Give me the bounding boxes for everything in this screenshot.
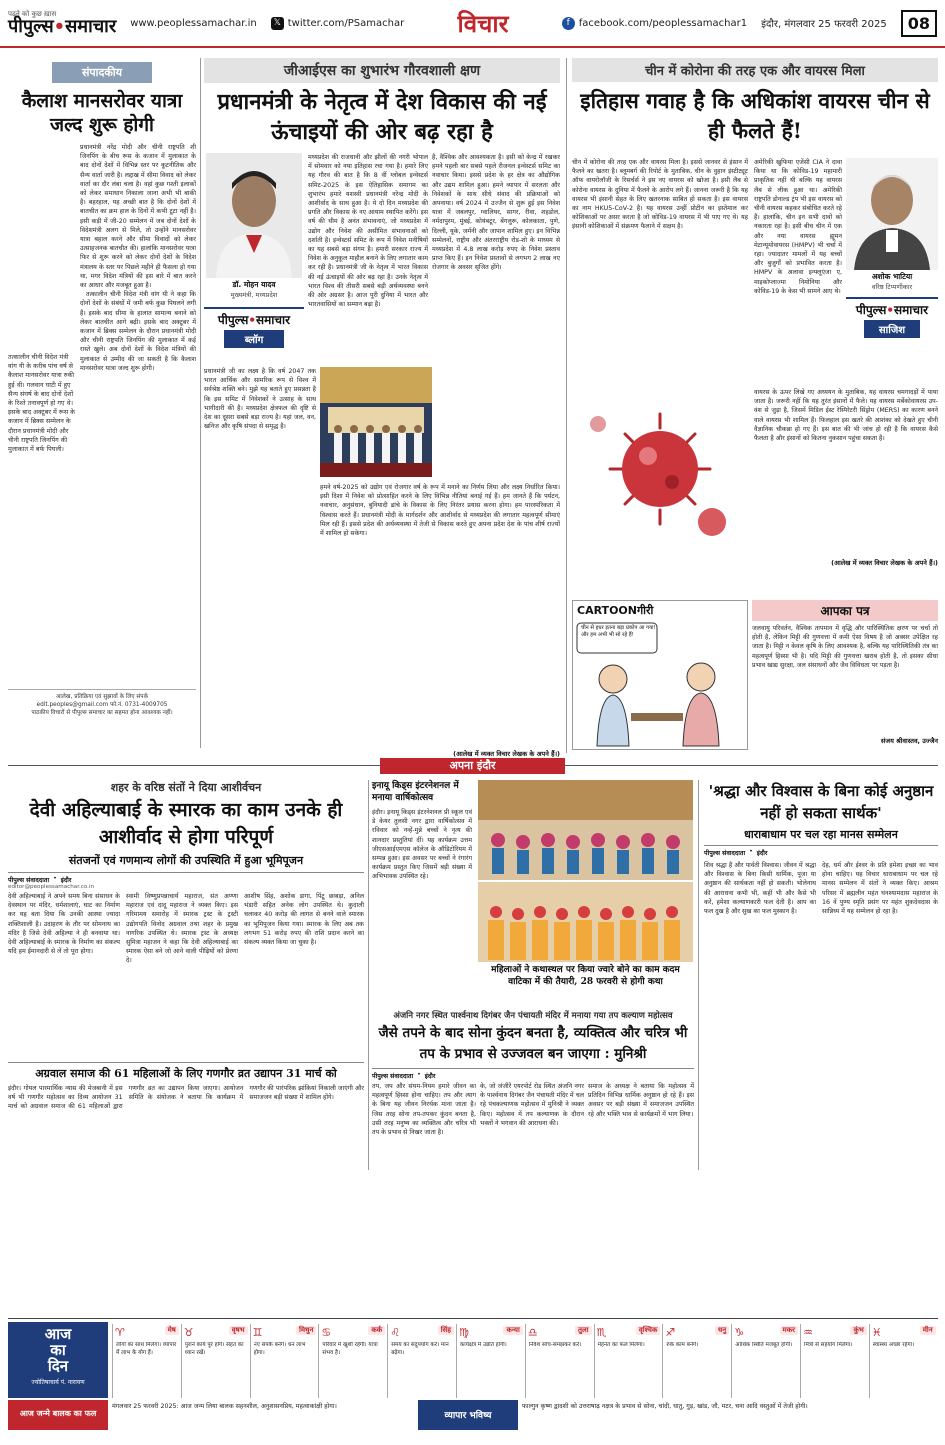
column-divider bbox=[566, 58, 567, 753]
virus-author-role: वरिष्ठ टिप्पणीकार bbox=[871, 283, 913, 291]
zodiac-name: मिथुन bbox=[296, 1326, 316, 1335]
ahilya-body-col1: देवी अहिल्याबाई ने अपने समय बिना संसाधन के देवस्थान पर मंदिर, धर्मशालाएं, घाट का निर्माण कर यह बता दिया कि उनकी आस्था ज्यादा शक्तिशाली है। उदाहरण के तौर पर सोमनाथ का मंदिर है जिसे देवी अहिल्या ने ही बनवाया था। देवी अहिल्याबाई के स्मारक के निर्माण का संकल्प यदि हम ईमानदारी से लें तो पूरा होगा। bbox=[8, 893, 120, 956]
twitter-handle: twitter.com/PSamachar bbox=[287, 17, 405, 29]
zodiac-name: तुला bbox=[575, 1326, 592, 1335]
zodiac-tile bbox=[456, 1324, 525, 1398]
x-twitter-icon: 𝕏 bbox=[271, 17, 284, 30]
newspaper-logo: पढ़ने को कुछ ख़ास पीपुल्स•समाचार bbox=[8, 9, 117, 37]
ahilya-subhead: संतजनों एवं गणमान्य लोगों की उपस्थिति में हुआ भूमिपूजन bbox=[68, 854, 304, 867]
zodiac-symbol-icon: ♉ bbox=[183, 1326, 194, 1339]
horoscope-title-3: दिन bbox=[47, 1357, 69, 1375]
gangaur-body: इंदौर। गोयल पारमार्थिक न्यास की मेजबानी में इस वर्ष भी गणगौर महोत्सव का दिव्य आयोजन 31 मार्च को अग्रवाल समाज की 61 महिलाओं द्वारा गणगौर व्रत का उद्यापन किया जाएगा। आयोजन समिति के संयोजक ने बताया कि कार्यक्रम में गणगौर की पारंपरिक झांकियां निकाली जाएंगी और समाजजन बड़ी संख्या में शामिल होंगे। bbox=[8, 1085, 364, 1111]
zodiac-tile bbox=[869, 1324, 938, 1398]
horoscope-title bbox=[8, 1326, 108, 1374]
sazish-logo-a: पीपुल्स bbox=[855, 303, 887, 317]
ahilya-byline: पीपुल्स संवाददाता • इंदौर bbox=[8, 872, 364, 884]
zodiac-text: स्वास्थ्य अच्छा रहेगा। bbox=[872, 1342, 915, 1348]
contact-email[interactable]: edit.peoples@gmail.com फो.नं. 0731-4009705 bbox=[36, 702, 168, 708]
website-link[interactable]: www.peoplessamachar.in bbox=[130, 17, 257, 29]
editorial-tag: संपादकीय bbox=[52, 62, 152, 83]
virus-signoff: (आलेख में व्यक्त विचार लेखक के अपने हैं।) bbox=[831, 559, 938, 567]
zodiac-text: पुराने कार्य पूरे होंगे। सेहत का ध्यान रखें। bbox=[184, 1342, 244, 1356]
horoscope-rule bbox=[8, 1318, 938, 1319]
editorial-paragraph: प्रधानमंत्री नरेंद्र मोदी और चीनी राष्ट्रपति शी जिनपिंग के बीच रूस के कजान में मुलाकात के बाद दोनों देशों में विभिन्न स्तर पर कूटनीतिक और सैन्य वार्ता जारी है। लद्दाख में सीमा विवाद को लेकर वार्ता का दौर लंबा चला है। वहां कुछ गश्ती इलाकों को लेकर समाधान निकाला जाना अभी भी बाकी है। बहरहाल, यह अच्छी बात है कि दोनों देशों में बातचीत का क्रम हाल के दिनों में कभी टूटा नहीं है। इसी कड़ी में जी-20 सम्मेलन में जब दोनों देशों के विदेशमंत्री अलग से मिले, तो उन्होंने मानसरोवर यात्रा बहाल करने और सीमा विवादों को लेकर उत्साहजनक बातचीत की। हालांकि मानसरोवर यात्रा फिर से शुरू करने को लेकर दोनों देशों के विदेश मंत्रालय के स्तर पर पिछले महीने ही फैसला हो गया था, मगर विदेश मंत्रियों की इस बारे में बात करने का आधार और मजबूत हुआ है। bbox=[80, 144, 196, 290]
zodiac-tile bbox=[662, 1324, 731, 1398]
manas-body-col2: देह, धर्म और ईश्वर के प्रति हमेशा इच्छा का भाव होना चाहिए। यह विचार धाराबाधाम पर चल रहे मानस सम्मेलन में संतों ने व्यक्त किए। आश्रम परिसर में ब्रह्मलीन महंत घनश्यामदास महाराज के 16 वें पुण्य स्मृति प्रसंग पर महंत शुकदेवदास के सान्निध्य में यह सम्मेलन हो रहा है। bbox=[822, 862, 938, 916]
facebook-handle: facebook.com/peoplessamachar1 bbox=[578, 17, 748, 29]
section-title: विचार bbox=[457, 8, 509, 38]
editorial-paragraph: तत्कालीन चीनी विदेश मंत्री वांग यी ने कहा कि दोनों देशों के संबंधों में जमी बर्फ कुछ पिघलने लगी है। इसके बाद सीमा के हालात सामान्य बनाने को लेकर बातचीत आगे बढ़ी। इसके बाद अक्टूबर में कजान में ब्रिक्स सम्मेलन के दौरान प्रधानमंत्री मोदी और चीनी राष्ट्रपति जिनपिंग की मुलाकात में कई रास्ते खुले। अब दोनों देशों के विदेश मंत्रियों की मुलाकात से उम्मीद की जा सकती है कि कैलाश मानसरोवर यात्रा जल्द शुरू होगी। bbox=[80, 291, 196, 372]
ahilya-email[interactable]: editor@peoplessamachar.co.in bbox=[8, 884, 95, 890]
cm-kicker: जीआईएस का शुभारंभ गौरवशाली क्षण bbox=[204, 58, 560, 83]
zodiac-tile bbox=[525, 1324, 594, 1398]
muni-byline: पीपुल्स संवाददाता • इंदौर bbox=[372, 1068, 694, 1080]
letters-body: जलवायु परिवर्तन, वैश्विक तापमान में वृद्धि और पारिस्थितिक क्षरण पर चर्चा तो होती है, लेकिन मिट्टी की गुणवत्ता में कमी ऐसा विषय है जो अक्सर उपेक्षित रह जाता है। मिट्टी न केवल कृषि के लिए आवश्यक है, बल्कि यह पारिस्थितिकी तंत्र का महत्वपूर्ण हिस्सा भी है। यदि मिट्टी की गुणवत्ता खराब होती है, तो इसका सीधा प्रभाव खाद्य सुरक्षा, जल संसाधनों और जैव विविधता पर पड़ता है। bbox=[752, 625, 938, 669]
byline-city: इंदौर bbox=[60, 877, 72, 884]
zodiac-text: परिवार में खुशी रहेगी। यात्रा संभव है। bbox=[322, 1342, 378, 1356]
business-title: व्यापार भविष्य bbox=[418, 1400, 518, 1430]
cm-headline: प्रधानमंत्री के नेतृत्व में देश विकास की नई ऊंचाइयों की ओर बढ़ रहा है bbox=[217, 89, 547, 145]
brand-name-a: पीपुल्स bbox=[8, 15, 54, 37]
zodiac-text: नए संपर्क बनेंगे। धन लाभ होगा। bbox=[253, 1342, 306, 1356]
ahilya-body-col3: आशीष सिंह, अशोक डागा, पिंटू छाबड़ा, अनिल भंडारी सहित अनेक लोग उपस्थित थे। कुदाली चलाकर 40 करोड़ की लागत से बनने वाले स्मारक का भूमिपूजन किया गया। स्मारक के लिए अब तक लगभग 51 करोड़ रुपए की राशि प्रदान करने का संकल्प व्यक्त किया जा चुका है। bbox=[244, 893, 364, 947]
ahilya-headline: देवी अहिल्याबाई के स्मारक का काम उनके ही आशीर्वाद से होगा परिपूर्ण bbox=[29, 799, 343, 848]
zodiac-text: मित्रों से सहयोग मिलेगा। bbox=[804, 1342, 853, 1348]
cartoon-box bbox=[572, 600, 748, 750]
zodiac-name: मेष bbox=[165, 1326, 179, 1335]
virus-article bbox=[572, 58, 938, 598]
zodiac-symbol-icon: ♍ bbox=[459, 1326, 469, 1339]
disclaimer: पाठकीय विचारों से पीपुल्स समाचार का सहमत होना आवश्यक नहीं। bbox=[31, 710, 173, 716]
editorial-headline: कैलाश मानसरोवर यात्रा जल्द शुरू होगी bbox=[21, 90, 183, 136]
virus-kicker: चीन में कोरोना की तरह एक और वायरस मिला bbox=[572, 58, 938, 82]
zodiac-name: मकर bbox=[780, 1326, 798, 1335]
zodiac-name: सिंह bbox=[438, 1326, 454, 1335]
zodiac-symbol-icon: ♊ bbox=[252, 1326, 263, 1339]
zodiac-symbol-icon: ♒ bbox=[803, 1326, 813, 1339]
muni-kicker: अंजनि नगर स्थित पार्श्वनाथ दिगंबर जैन पंचायती मंदिर में मनाया गया तप कल्याण महोत्सव bbox=[393, 1011, 673, 1021]
virus-body-col3: अमेरिकी खुफिया एजेंसी CIA ने दावा किया था कि कोविड-19 महामारी प्राकृतिक नहीं थी बल्कि यह वायरस लैब से लीक हुआ था। अमेरिकी राष्ट्रपति डोनाल्ड ट्रंप भी इस वायरस को चीनी वायरस कहकर संबोधित करते रहे हैं। हालांकि, चीन इन सभी दावों को नकारता रहा है। इसी बीच चीन में एक और नया वायरस ह्यूमन मेटान्यूमोवायरस (HMPV) भी चर्चा में रहा। ज्यादातर मामलों में यह बच्चों और बुजुर्गों को प्रभावित करता है। HMPV के अलावा इन्फ्लूएंजा ए, माइकोप्लाज्मा निमोनिया और कोविड-19 के केस भी सामने आए थे। bbox=[754, 159, 842, 295]
kids-body: इंदौर। इनायू किड्स इंटरनेशनल प्री स्कूल एवं डे केयर तुलसी नगर द्वारा वार्षिकोत्सव में रविवार को नन्हें-मुन्ने बच्चों ने नृत्य की शानदार प्रस्तुतियां दीं। यह कार्यक्रम उत्तम जीएसआईएमएस कॉलेज के ऑडिटोरियम में सम्पन्न हुआ। इस अवसर पर बच्चों ने रंगारंग कार्यक्रम प्रस्तुत किए जिसमें बड़ी संख्या में अभिभावक उपस्थित रहे। bbox=[372, 809, 472, 881]
zodiac-tile bbox=[181, 1324, 250, 1398]
zodiac-symbol-icon: ♋ bbox=[321, 1326, 332, 1339]
sazish-logo-b: समाचार bbox=[894, 303, 929, 317]
cm-author-photo bbox=[206, 153, 302, 278]
manas-headline: 'श्रद्धा और विश्वास के बिना कोई अनुष्ठान नहीं हो सकता सार्थक' bbox=[708, 782, 934, 822]
manas-byline: पीपुल्स संवाददाता • इंदौर bbox=[704, 845, 938, 857]
zodiac-tile bbox=[731, 1324, 800, 1398]
byline-name: पीपुल्स संवाददाता bbox=[704, 850, 746, 857]
column-divider bbox=[698, 780, 699, 1170]
business-text: फाल्गुन कृष्ण द्वादशी को उत्तराषाढ़ नक्षत्र के प्रभाव से सोना, चांदी, धातु, गुड़, खांड, जौ, मटर, चना आदि वस्तुओं में तेजी होगी। bbox=[522, 1403, 808, 1410]
zodiac-symbol-icon: ♏ bbox=[596, 1326, 607, 1339]
zodiac-tile bbox=[250, 1324, 319, 1398]
virus-right-block bbox=[754, 158, 938, 384]
cm-article bbox=[204, 58, 560, 758]
apna-indore-band: अपना इंदौर bbox=[380, 758, 565, 774]
byline-city: इंदौर bbox=[756, 850, 768, 857]
column-divider bbox=[368, 780, 369, 1170]
byline-city: इंदौर bbox=[424, 1073, 436, 1080]
zodiac-symbol-icon: ♎ bbox=[527, 1326, 538, 1339]
cm-body-col1: मध्यप्रदेश की राजधानी और झीलों की नगरी भोपाल में सोमवार को नया इतिहास रचा गया है। हमारे लिए यह गौरव की बात है कि 8 वीं ग्लोबल इन्वेस्टर्स समिट-2025 के इस ऐतिहासिक समागम का शुभारंभ हमारे यशस्वी प्रधानमंत्री नरेन्द्र मोदी के आशीर्वाद के साथ हुआ है। ये दो दिन मध्यप्रदेश की प्रगति और विकास के नए आयाम स्थापित करेंगे। इस वर्ष की थीम है अनंत संभावनाएं, जो मध्यप्रदेश में उद्योग और निवेश की असीमित संभावनाओं को दर्शाती है। इन्वेस्टर्स समिट के रूप में निवेश मनीषियों का यह सबसे बड़ा संगम है। हमारी सरकार राज्य में निवेश के अनुकूल माहौल बनाने के लिए लगातार काम कर रही है। प्रधानमंत्री जी के नेतृत्व में भारत विकास की नई ऊंचाइयों की ओर बढ़ रहा है। उनके नेतृत्व में भारत विश्व की तीसरी सबसे बड़ी अर्थव्यवस्था बनने की ओर अग्रसर है। आज पूरी दुनिया में भारत और भारतवासियों का सम्मान बढ़ा है। bbox=[308, 154, 428, 309]
zodiac-symbol-icon: ♓ bbox=[871, 1326, 882, 1339]
virus-author-box bbox=[846, 158, 938, 340]
editorial-column bbox=[8, 58, 196, 748]
zodiac-tile bbox=[800, 1324, 869, 1398]
page-number: 08 bbox=[901, 10, 937, 37]
gangaur-headline: अग्रवाल समाज की 61 महिलाओं के लिए गणगौर व्रत उद्यापन 31 मार्च को bbox=[8, 1062, 364, 1081]
zodiac-text: रुके काम बनेंगे। bbox=[666, 1342, 699, 1348]
virus-headline: इतिहास गवाह है कि अधिकांश वायरस चीन से ही फैलते हैं! bbox=[580, 88, 930, 143]
zodiac-name: धनु bbox=[715, 1326, 729, 1335]
blog-tag: ब्लॉग bbox=[224, 330, 284, 348]
zodiac-symbol-icon: ♐ bbox=[665, 1326, 676, 1339]
zodiac-tile bbox=[318, 1324, 387, 1398]
zodiac-tile bbox=[387, 1324, 456, 1398]
sazish-logo: पीपुल्स•समाचार bbox=[846, 297, 938, 318]
kids-kicker: इनायू किड्स इंटरनेशनल में मनाया वार्षिकोत्सव bbox=[372, 781, 459, 803]
horoscope-title-1: आज bbox=[44, 1325, 72, 1343]
zodiac-name: वृषभ bbox=[229, 1326, 248, 1335]
cartoon-drawing bbox=[573, 621, 747, 749]
mahila-event-photo bbox=[478, 882, 693, 962]
masthead bbox=[0, 0, 945, 48]
blog-logo-b: समाचार bbox=[256, 313, 291, 327]
cartoon-title: CARTOONगीरी bbox=[577, 604, 654, 617]
virus-author-name: अशोक भाटिया bbox=[871, 272, 913, 281]
mahila-caption: महिलाओं ने कथास्थल पर किया ज्वारे बोने का काम कदम वाटिका में की तैयारी, 28 फरवरी से होगी कथा bbox=[491, 965, 680, 987]
column-divider bbox=[200, 58, 201, 748]
cm-body-col3: है, वैश्विक और आवश्यकता है। इसी को केन्द्र में रखकर हमने पहली बार सबसे पहले रीजनल इन्वेस्टर्स समिट का नवाचार किया। इससे प्रदेश के हर क्षेत्र का औद्योगिक और उद्यम शामिल हुआ। हमने व्यापार में सरलता और निवेशकों के साथ सीधे संवाद की प्रक्रियाओं को अपनाया। वर्ष 2024 में उज्जैन से शुरू हुई इस निवेश यात्रा में जबलपुर, ग्वालियर, सागर, रीवा, शहडोल, नर्मदापुरम, मुंबई, कोयंबटूर, बेंगलुरू, कोलकाता, पुणे, दिल्ली, यूके, जर्मनी और जापान शामिल हुए। इन विभिन्न सम्मेलनों, राष्ट्रीय और अंतरराष्ट्रीय रोड-शो के माध्यम से मध्यप्रदेश में 4.8 लाख करोड़ रुपए के निवेश प्रस्ताव प्राप्त किए हैं। इन निवेश प्रस्तावों से लगभग 2 लाख नए रोजगार के अवसर सृजित होंगे। bbox=[432, 154, 560, 272]
virus-author-photo bbox=[846, 158, 938, 270]
zodiac-name: वृश्चिक bbox=[636, 1326, 661, 1335]
byline-name: पीपुल्स संवाददाता bbox=[8, 877, 50, 884]
editorial-pullquote: तत्कालीन चीनी विदेश मंत्री वांग यी के करीब पांच वर्ष से कैलाश मानसरोवर यात्रा रुकी हुई थी। गलवान घाटी में हुए सैन्य संघर्ष के बाद दोनों देशों के रिश्ते तनावपूर्ण हो गए थे। इसके बाद अक्टूबर में रूस के कजान में ब्रिक्स सम्मेलन के दौरान प्रधानमंत्री मोदी और चीनी राष्ट्रपति जिनपिंग की मुलाकात में बर्फ पिघली। bbox=[8, 353, 76, 454]
gangaur-story bbox=[8, 1062, 364, 1172]
byline-name: पीपुल्स संवाददाता bbox=[372, 1073, 414, 1080]
birthday-title: आज जन्मे बालक का फल bbox=[8, 1400, 108, 1430]
cm-author-box bbox=[204, 153, 304, 363]
kids-story bbox=[372, 780, 472, 1010]
birthday-text: मंगलवार 25 फरवरी 2025: आज जन्म लिया बालक सहनशील, अनुशासनप्रिय, महत्वाकांक्षी होगा। bbox=[112, 1403, 337, 1410]
virus-body-col2: वायरस के ऊपर लिखे गए अध्ययन के मुताबिक, यह वायरस चमगादड़ों में पाया जाता है। जरूरी नहीं कि यह तुरंत इंसानों में फैले। यह वायरस मर्बेकोवायरस उप-वंश से जुड़ा है, जिसमें मिडिल ईस्ट रेस्पिरेटरी सिंड्रोम (MERS) का कारण बनने वाले वायरस भी शामिल हैं। फिलहाल इस खतरे की आशंका को देखते हुए चीनी वैज्ञानिक चौकन्ना हो गए हैं। इस बात की भी जांच हो रही है कि वायरस कैसे फैलता है और इंसानों को कितना नुकसान पहुंचा सकता है। bbox=[754, 389, 938, 443]
horoscope-title-box bbox=[8, 1322, 108, 1398]
muni-body-col2: के, जो जंजीरें एयरपोर्ट रोड स्थित अंजनि नगर के पार्श्वनाथ दिगंबर जैन पंचायती मंदिर में चल रहे पंचकल्याणक महोत्सव में मुनिश्री ने व्यक्त किए। महोत्सव में तप कल्याणक के दौरान भक्तों ने भगवान की आराधना की। bbox=[480, 1083, 584, 1127]
virus-body-col1: चीन में कोरोना की तरह एक और वायरस मिला है। इससे जानवर से इंसान में फैलने का खतरा है। ब्लूमबर्ग की रिपोर्ट के मुताबिक, चीन के वुहान इंस्टीट्यूट ऑफ वायरोलॉजी के रिसर्चर्स ने इस नए वायरस को खोजा है। इसी लैब से कोरोना वायरस के दुनिया में फैलने के आरोप लगे हैं। जानना जरूरी है कि यह वायरस भी इंसानी सेहत के लिए खतरनाक साबित हो सकता है। इस वायरस का नाम HKU5-CoV-2 है। यह वायरस उन्हीं प्रोटीन का इस्तेमाल कर कोशिकाओं पर असर करता है जो कोविड-19 वायरस में भी पाए गए थे। यह इंसानी कोशिकाओं में संक्रमण फैलाने में सक्षम है। bbox=[572, 159, 748, 231]
zodiac-tile bbox=[594, 1324, 663, 1398]
zodiac-name: कुंभ bbox=[850, 1326, 866, 1335]
zodiac-text: मेहनत का फल मिलेगा। bbox=[597, 1342, 645, 1348]
zodiac-text: कार्यक्षेत्र में उन्नति होगी। bbox=[460, 1342, 507, 1348]
cm-body-col4: हमने वर्ष-2025 को उद्योग एवं रोजगार वर्ष के रूप में मनाने का निर्णय लिया और लक्ष्य निर्धारित किया। इसी दिशा में निवेश को प्रोत्साहित करने के लिए विभिन्न नीतियां बनाई गई हैं। हम जानते हैं कि पर्यटन, नवाचार, अनुसंधान, बुनियादी ढांचे के विकास के लिए निरंतर प्रयास करना होगा। हम पारस्परिकता में विश्वास करते हैं। प्रधानमंत्री मोदी के मार्गदर्शन और आशीर्वाद से मध्यप्रदेश की लगातार महत्वपूर्ण सीमाएं मिल रही हैं। इससे प्रदेश की अर्थव्यवस्था में तेजी से विकास करते हुए अपना प्रदेश देश के पांच शीर्ष राज्यों में शामिल हो सकेगा। bbox=[320, 484, 560, 538]
astrologer-name: ज्योतिषाचार्य पं. नारायण bbox=[31, 1379, 85, 1386]
letters-box bbox=[752, 600, 938, 750]
zodiac-text: समय का सदुपयोग करें। मान बढ़ेगा। bbox=[391, 1342, 449, 1356]
contact-line: आलेख, प्रतिक्रिया एवं सुझावों के लिए संपर्क bbox=[55, 694, 149, 700]
zodiac-name: कर्क bbox=[368, 1326, 385, 1335]
cm-signoff: (आलेख में व्यक्त विचार लेखक के अपने हैं।) bbox=[453, 750, 560, 758]
editorial-body bbox=[80, 143, 196, 683]
facebook-link[interactable] bbox=[562, 17, 747, 30]
cm-author-role: मुख्यमंत्री, मध्यप्रदेश bbox=[230, 291, 278, 299]
gis-event-photo bbox=[320, 367, 432, 477]
sazish-tag: साजिश bbox=[864, 320, 920, 338]
blog-logo-a: पीपुल्स bbox=[217, 313, 249, 327]
ahilya-kicker: शहर के वरिष्ठ संतों ने दिया आशीर्वचन bbox=[110, 781, 262, 794]
zodiac-tile bbox=[112, 1324, 181, 1398]
ahilya-story bbox=[8, 780, 364, 1030]
muni-story bbox=[372, 1010, 694, 1175]
zodiac-symbol-icon: ♈ bbox=[115, 1326, 125, 1339]
muni-headline: जैसे तपने के बाद सोना कुंदन बनता है, व्यक्तित्व और चरित्र भी तप के प्रभाव से उज्जवल बन जाएगा : मुनिश्री bbox=[378, 1025, 688, 1062]
muni-body-col3: समाज के अध्यक्ष ने बताया कि महोत्सव में प्रतिदिन विभिन्न धार्मिक अनुष्ठान हो रहे हैं। इस अवसर पर बड़ी संख्या में समाजजन उपस्थित रहे और भक्ति भाव से कार्यक्रमों में भाग लिया। bbox=[588, 1083, 694, 1118]
letters-title: आपका पत्र bbox=[752, 600, 938, 621]
manas-story bbox=[704, 780, 938, 1170]
zodiac-symbol-icon: ♑ bbox=[734, 1326, 745, 1339]
kids-event-photo bbox=[478, 780, 693, 880]
cm-author-name: डॉ. मोहन यादव bbox=[232, 280, 276, 289]
blog-logo: पीपुल्स•समाचार bbox=[204, 307, 304, 328]
manas-body-col1: शिव श्रद्धा है और पार्वती विश्वास। जीवन में श्रद्धा और विश्वास के बिना किसी धार्मिक, पूजा या अनुष्ठान की सार्थकता नहीं हो सकती। भोलेनाथ की आराधना कभी भी, कहीं भी और कैसे भी करें, हमेशा कल्याणकारी फल देती है। आप का फल दुख है और सुख का फल मुस्कान है। bbox=[704, 862, 816, 916]
brand-tagline: पढ़ने को कुछ ख़ास bbox=[8, 9, 57, 18]
cartoon-speech: चीन से इधर इतना बड़ा प्रकोप आ गया! और हम अभी भी सो रहे हैं! bbox=[581, 625, 656, 638]
zodiac-name: मीन bbox=[920, 1326, 936, 1335]
brand-name-b: समाचार bbox=[65, 15, 117, 37]
letters-sender: संजय श्रीवास्तव, उज्जैन bbox=[880, 737, 938, 745]
facebook-icon: f bbox=[562, 17, 575, 30]
zodiac-name: कन्या bbox=[503, 1326, 522, 1335]
edition-date: इंदौर, मंगलवार 25 फरवरी 2025 bbox=[761, 19, 887, 30]
manas-subhead: धाराबाधाम पर चल रहा मानस सम्मेलन bbox=[744, 828, 898, 841]
editorial-contact bbox=[8, 689, 196, 717]
twitter-link[interactable] bbox=[271, 17, 404, 30]
zodiac-text: लोगों का साथ मिलेगा। व्यापार में लाभ के योग हैं। bbox=[116, 1342, 177, 1356]
ahilya-body-col2: स्वामी विष्णुप्रपन्नाचार्य महाराज, संत अण्णा महाराज एवं दादू महाराज ने व्यक्त किए। इस गरिमामय समारोह में स्मारक ट्रस्ट के ट्रस्टी उद्योगपति विनोद अग्रवाल तथा शहर के प्रमुख नागरिक उपस्थित थे। स्मारक ट्रस्ट के अध्यक्ष सुमित्रा महाजन ने कहा कि देवी अहिल्याबाई का स्मारक ऐसा बने जो आने वाली पीढ़ियों को प्रेरणा दे। bbox=[126, 893, 238, 965]
zodiac-text: निवेश सोच-समझकर करें। bbox=[528, 1342, 582, 1348]
muni-body-col1: तप, जप और संयम-नियम हमारे जीवन का महत्वपूर्ण हिस्सा होना चाहिए। तप और त्याग के बिना यह जीवन निरर्थक माना जाता है। जिस तरह सोना तप-तपकर कुंदन बनता है, उसी तरह मनुष्य का व्यक्तित्व और चरित्र भी तप के प्रभाव से निखर जाता है। bbox=[372, 1083, 476, 1137]
horoscope-title-2: का bbox=[50, 1341, 66, 1359]
zodiac-text: आर्थिक स्थिति मजबूत होगी। bbox=[735, 1342, 793, 1348]
virus-illustration bbox=[572, 394, 748, 544]
cm-body-col2: प्रधानमंत्री जी का लक्ष्य है कि वर्ष 2047 तक भारत आर्थिक और सामरिक रूप से विश्व में सर्वश्रेष्ठ शक्ति बने। मुझे यह बताते हुए प्रसन्नता है कि इस समिट में निवेशकों ने उत्साह के साथ भागीदारी की है। मध्यप्रदेश क्षेत्रफल की दृष्टि से देश का दूसरा सबसे बड़ा राज्य है। यहां जल, वन, खनिज और कृषि संपदा से समृद्ध है। bbox=[204, 368, 316, 431]
zodiac-symbol-icon: ♌ bbox=[390, 1326, 401, 1339]
